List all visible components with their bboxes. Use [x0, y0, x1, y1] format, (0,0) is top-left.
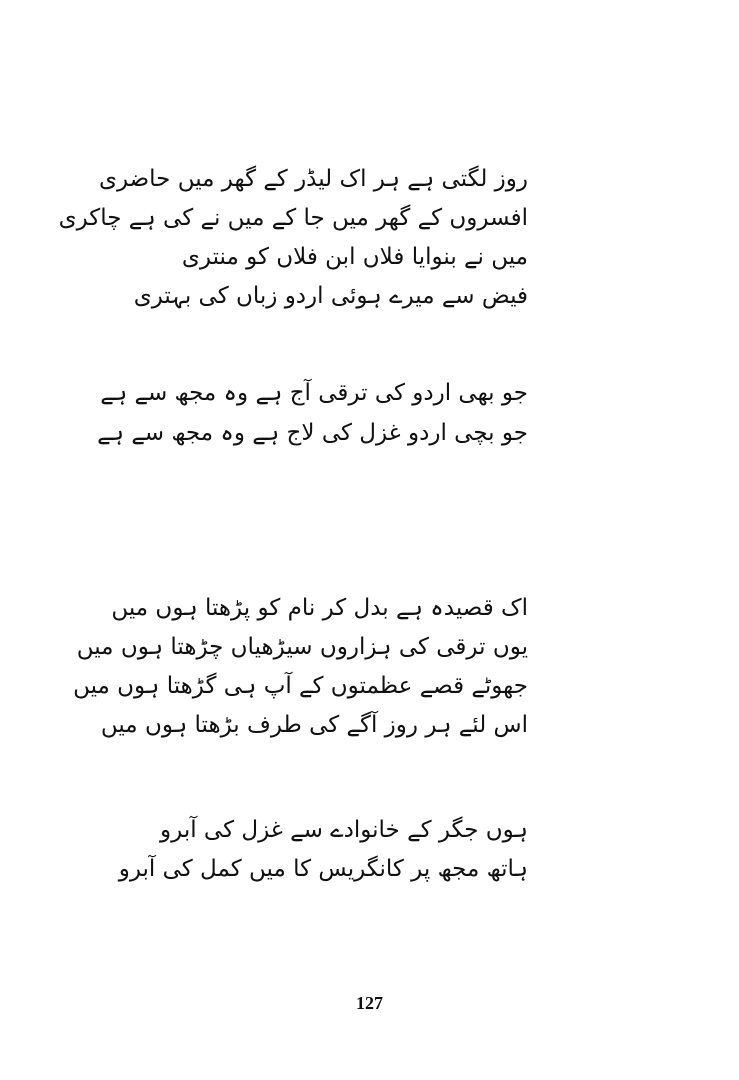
stanza — [58, 160, 528, 316]
verse-line: اس لئے ہر روز آگے کی طرف بڑھتا ہوں میں — [100, 712, 528, 738]
page-number: 127 — [356, 993, 383, 1013]
verse-line: ہاتھ مجھ پر کانگریس کا میں کمل کی آبرو — [118, 856, 528, 882]
verse-line: ہوں جگر کے خانوادے سے غزل کی آبرو — [160, 817, 528, 843]
verse-line: روز لگتی ہے ہر اک لیڈر کے گھر میں حاضری — [98, 166, 528, 192]
verse-line: جو بھی اردو کی ترقی آج ہے وہ مجھ سے ہے — [100, 380, 528, 406]
verse-line: اک قصیدہ ہے بدل کر نام کو پڑھتا ہوں میں — [111, 595, 528, 621]
verse-line: یوں ترقی کی ہزاروں سیڑھیاں چڑھتا ہوں میں — [76, 634, 528, 660]
verse-line: افسروں کے گھر میں جا کے میں نے کی ہے چاکری — [58, 205, 528, 231]
verse-line: جو بچی اردو غزل کی لاج ہے وہ مجھ سے ہے — [97, 420, 528, 446]
verse-line: فیض سے میرے ہوئی اردو زباں کی بہتری — [133, 283, 528, 309]
verse-line: جھوٹے قصے عظمتوں کے آپ ہی گڑھتا ہوں میں — [73, 673, 528, 699]
verse-line: میں نے بنوایا فلاں ابن فلاں کو منتری — [181, 244, 528, 270]
stanza — [73, 589, 528, 745]
stanza — [118, 811, 528, 889]
stanza — [97, 373, 528, 453]
